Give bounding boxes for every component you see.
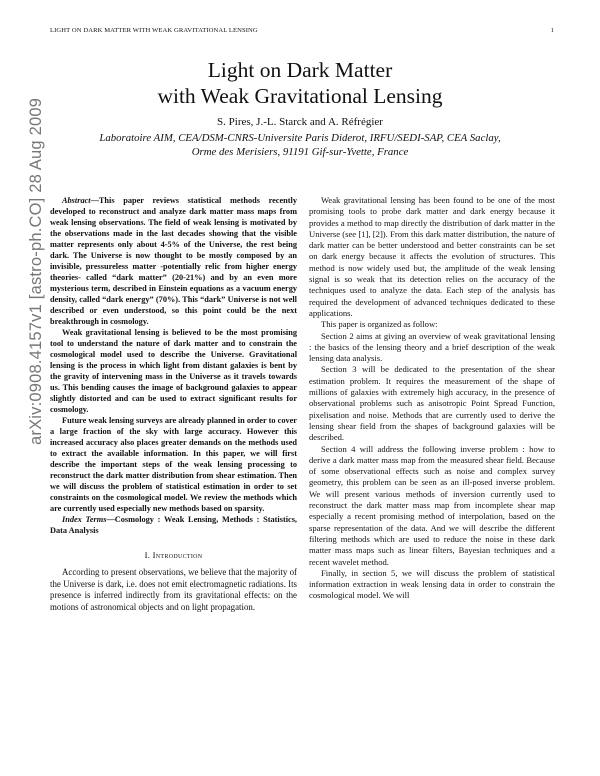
body-paragraph-6: Finally, in section 5, we will discuss the problem of statistical information extraction in weak lensing data in order to constrain the cosmological model. We will — [309, 567, 555, 601]
affiliation-line-2: Orme des Merisiers, 91191 Gif-sur-Yvette, France — [191, 146, 409, 158]
paper-title — [0, 57, 600, 109]
introduction-paragraph-1: According to present observations, we believe that the majority of the Universe is dark, i.e. does not emit electromagnetic radiations. Its presence is inferred indirectly from its gravitational effects: on the motions of astronomical objects and on light propagation. — [50, 567, 297, 612]
title-line-1: Light on Dark Matter — [207, 58, 393, 82]
abstract — [50, 195, 297, 514]
body-paragraph-3: Section 2 aims at giving an overview of weak gravitational lensing : the basics of the lensing theory and a brief description of the weak lensing data analysis. — [309, 330, 555, 364]
body-paragraph-2: This paper is organized as follow: — [321, 319, 438, 330]
section-number: I. — [144, 550, 151, 560]
index-terms: Index Terms—Cosmology : Weak Lensing, Methods : Statistics, Data Analysis — [50, 515, 298, 535]
body-paragraph-5: Section 4 will address the following inverse problem : how to derive a dark matter mass map from the measured shear field. Because of some observational effects such as noise and complex survey geometry, this problem can be seen as an ill-posed inverse problem. We will present various methods of inversion currently used to reconstruct the dark matter mass map from incomplete shear map especially a recent promising method of interpolation, based on the sparse representation of the data. And we will describe the different filtering methods which are used to reduce the noise in these dark matter mass maps such as linear filters, Bayesian techniques and a recent wavelet method. — [309, 443, 555, 567]
index-terms-label: Index Terms — [62, 515, 107, 524]
section-heading-introduction — [50, 550, 297, 561]
right-column — [309, 195, 555, 602]
left-column — [50, 195, 297, 613]
running-title: LIGHT ON DARK MATTER WITH WEAK GRAVITATIONAL LENSING — [50, 27, 258, 34]
index-terms-text: Cosmology : Weak Lensing, Methods : Statistics, Data Analysis — [50, 515, 298, 535]
body-paragraph-1: Weak gravitational lensing has been found to be one of the most promising tools to probe dark matter and dark energy because it provides a method to map directly the distribution of dark matter in the Universe (see [1], [2]). From this dark matter distribution, the nature of dark matter can be better understood and better constraints can be set on dark energy because it affects the evolution of structures. This method is now widely used but, the amplitude of the weak lensing signal is so weak that its detection relies on the accuracy of the techniques used to analyze the data. Each step of the analysis has required the development of advanced techniques dedicated to these applications. — [309, 195, 555, 318]
abstract-paragraph-2: Weak gravitational lensing is believed to be the most promising tool to understand the nature of dark matter and to constrain the cosmological model used to describe the Universe. Gravitational lensing is the process in which light from distant galaxies is bent by the gravity of intervening mass in the Universe as it travels towards us. This bending causes the image of background galaxies to appear slightly distorted and can be used to extract significant results for cosmology. — [50, 328, 297, 414]
abstract-label: Abstract — [62, 196, 91, 205]
title-line-2: with Weak Gravitational Lensing — [157, 84, 443, 108]
authors: S. Pires, J.-L. Starck and A. Réfrégier — [217, 116, 383, 128]
affiliation-line-1: Laboratoire AIM, CEA/DSM-CNRS-Universite Paris Diderot, IRFU/SEDI-SAP, CEA Saclay, — [99, 132, 501, 144]
introduction — [50, 567, 297, 613]
section-title: Introduction — [152, 550, 203, 560]
body-paragraph-4: Section 3 will be dedicated to the presentation of the shear estimation problem. It requires the measurement of the shape of millions of galaxies with extremely high accuracy, in the presence of observational problems such as anisotropic Point Spread Function, pixelisation and noise. Methods that are currently used to derive the lensing shear field from the shapes of background galaxies will be described. — [309, 364, 555, 443]
running-head — [50, 27, 554, 39]
affiliation — [60, 131, 540, 159]
abstract-text-1: This paper reviews statistical methods recently developed to reconstruct and analyze dark matter mass maps from weak lensing observations. The field of weak lensing is motivated by the observations made in the last decades showing that the visible matter represents only about 4-5% of the Universe, the rest being dark. The Universe is now thought to be mostly composed by an invisible, pressureless matter -potentially relic from higher energy theories- called “dark matter” (20-21%) and by an even more mysterious term, described in Einstein equations as a vacuum energy density, called “dark energy” (70%). This “dark” Universe is not well described or even understood, so this point could be the next breakthrough in cosmology. — [50, 196, 297, 326]
abstract-paragraph-3: Future weak lensing surveys are already planned in order to cover a large fraction of the sky with large accuracy. However this increased accuracy also places greater demands on the methods used to extract the available information. In this paper, we will first describe the important steps of the weak lensing processing to reconstruct the dark matter distribution from shear estimation. Then we will discuss the problem of statistical estimation in order to set constraints on the cosmological model. We review the methods which are currently used especially new methods based on sparsity. — [50, 416, 297, 513]
arxiv-stamp: arXiv:0908.4157v1 [astro-ph.CO] 28 Aug 2009 — [27, 97, 45, 445]
page-number: 1 — [550, 27, 554, 34]
abstract-paragraph-1: Abstract—This paper reviews statistical methods recently developed to reconstruct and analyze dark matter mass maps from weak lensing observations. The field of weak lensing is motivated by the observations made in the last decades showing that the visible matter represents only about 4-5% of the Universe, the rest being dark. The Universe is now thought to be mostly composed by an invisible, pressureless matter -potentially relic from higher energy theories- called “dark matter” (20-21%) and by an even more mysterious term, described in Einstein equations as a vacuum energy density, called “dark energy” (70%). This “dark” Universe is not well described or even understood, so this point could be the next breakthrough in cosmology. — [50, 196, 297, 326]
